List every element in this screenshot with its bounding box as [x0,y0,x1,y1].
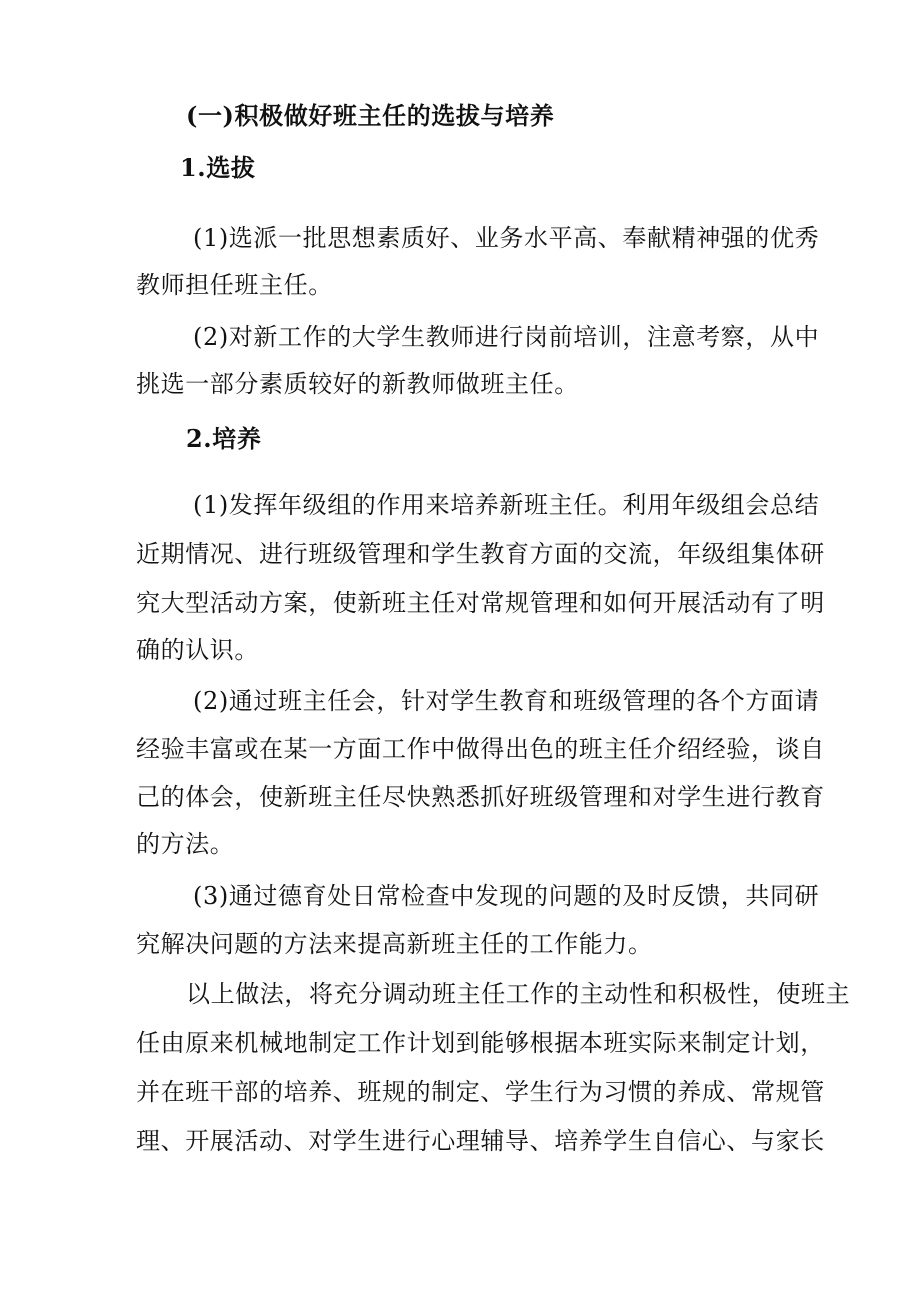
paragraph-line: (1)发挥年级组的作用来培养新班主任。利用年级组会总结 [193,491,820,519]
paragraph-line: 经验丰富或在某一方面工作中做得出色的班主任介绍经验，谈自 [136,735,825,763]
paragraph-line: 挑选一部分素质较好的新教师做班主任。 [136,370,579,398]
paragraph-line: (2)对新工作的大学生教师进行岗前培训，注意考察，从中 [193,323,820,351]
paragraph-line: 究大型活动方案，使新班主任对常规管理和如何开展活动有了明 [136,589,825,617]
paragraph-line: 任由原来机械地制定工作计划到能够根据本班实际来制定计划， [136,1029,825,1057]
subsection-title-training: 2.培养 [186,424,262,453]
paragraph-line: (3)通过德育处日常检查中发现的问题的及时反馈，共同研 [193,882,820,910]
paragraph-line: 近期情况、进行班级管理和学生教育方面的交流，年级组集体研 [136,540,825,568]
paragraph-line: 教师担任班主任。 [136,271,333,299]
paragraph-line: 的方法。 [136,830,235,858]
paragraph-line: (1)选派一批思想素质好、业务水平高、奉献精神强的优秀 [193,224,820,252]
paragraph-line: 确的认识。 [136,636,259,664]
section-heading: (一)积极做好班主任的选拔与培养 [186,101,555,130]
subsection-title-selection: 1.选拔 [180,153,256,182]
paragraph-line: 并在班干部的培养、班规的制定、学生行为习惯的养成、常规管 [136,1078,825,1106]
paragraph-line: 以上做法，将充分调动班主任工作的主动性和积极性，使班主 [186,980,851,1008]
paragraph-line: 己的体会，使新班主任尽快熟悉抓好班级管理和对学生进行教育 [136,783,825,811]
paragraph-line: 究解决问题的方法来提高新班主任的工作能力。 [136,930,653,958]
paragraph-line: (2)通过班主任会，针对学生教育和班级管理的各个方面请 [193,687,820,715]
paragraph-line: 理、开展活动、对学生进行心理辅导、培养学生自信心、与家长 [136,1127,825,1155]
